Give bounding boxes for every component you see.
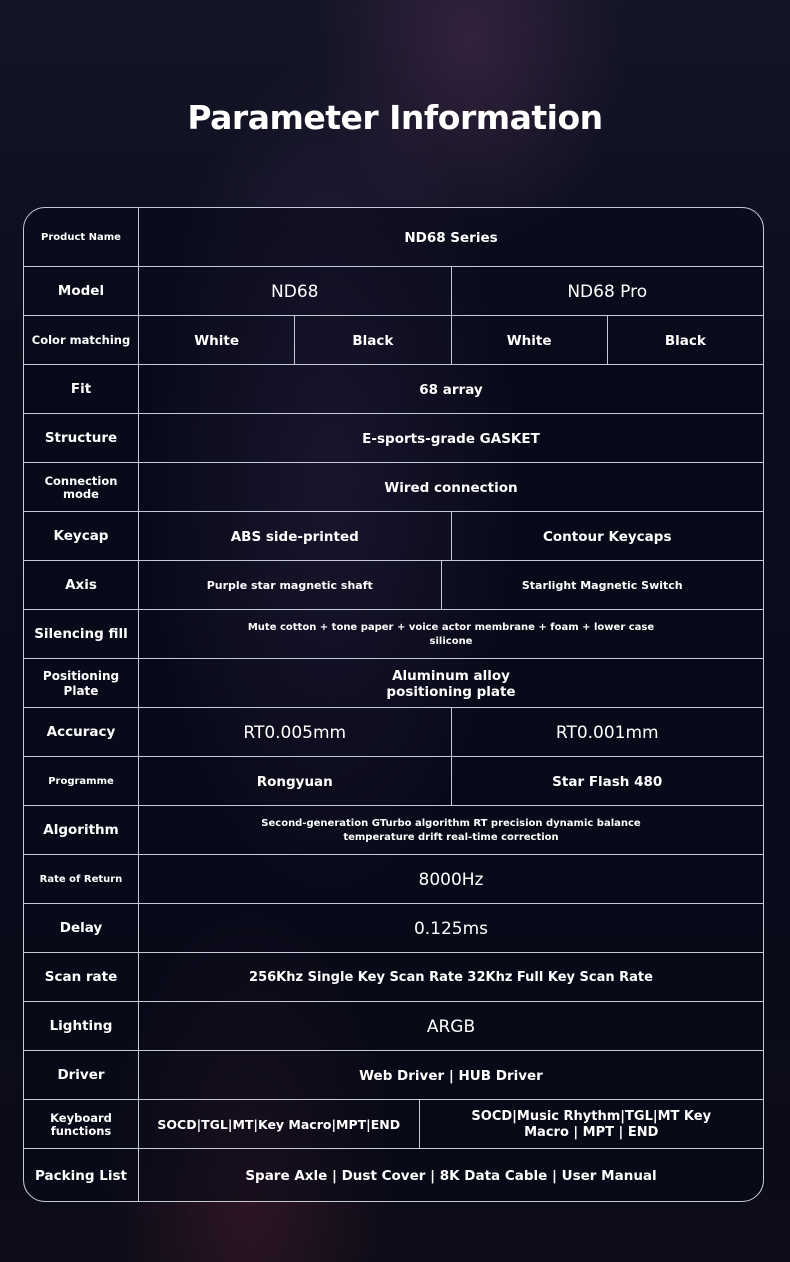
row-value: Wired connection	[384, 479, 518, 496]
row-value: 68 array	[419, 381, 483, 398]
table-row-accuracy	[24, 707, 763, 757]
row-value: White	[506, 332, 552, 349]
row-label: Keycap	[24, 512, 139, 561]
row-label: Fit	[24, 365, 139, 414]
table-row-fit	[24, 364, 763, 414]
table-row-color	[24, 315, 763, 365]
row-label: Axis	[24, 561, 139, 610]
row-label: Algorithm	[24, 806, 139, 855]
row-value: SOCD|TGL|MT|Key Macro|MPT|END	[157, 1116, 401, 1132]
page-title: Parameter Information	[187, 98, 603, 137]
row-label: Accuracy	[24, 708, 139, 757]
row-value: Rongyuan	[256, 773, 333, 790]
table-row-lighting	[24, 1001, 763, 1051]
row-value: RT0.005mm	[243, 722, 347, 743]
row-label: Structure	[24, 414, 139, 463]
row-value: ARGB	[426, 1016, 476, 1037]
row-label: Positioning Plate	[24, 659, 139, 708]
row-label: Connection mode	[24, 463, 139, 512]
row-value: ABS side-printed	[230, 528, 359, 545]
table-row-connection	[24, 462, 763, 512]
table-row-plate	[24, 658, 763, 708]
row-value: Black	[294, 316, 450, 365]
spec-table	[23, 207, 764, 1202]
row-value: RT0.001mm	[451, 708, 764, 757]
row-label: Packing List	[24, 1149, 139, 1202]
row-label: Silencing fill	[24, 610, 139, 659]
row-label: Keyboard functions	[24, 1100, 139, 1149]
row-value: E-sports-grade GASKET	[362, 430, 540, 447]
row-value: Star Flash 480	[451, 757, 764, 806]
table-row-programme	[24, 756, 763, 806]
row-label: Rate of Return	[24, 855, 139, 904]
row-value: Purple star magnetic shaft	[206, 578, 373, 592]
table-row-axis	[24, 560, 763, 610]
row-value: Contour Keycaps	[451, 512, 764, 561]
table-row-driver	[24, 1050, 763, 1100]
row-value: Black	[607, 316, 763, 365]
row-value: ND68	[271, 281, 319, 302]
row-label: Color matching	[24, 316, 139, 365]
row-value: White	[194, 332, 239, 349]
row-value: Mute cotton + tone paper + voice actor membrane + foam + lower case silicone	[247, 621, 655, 647]
row-value: 0.125ms	[413, 918, 489, 939]
row-label: Model	[24, 267, 139, 316]
table-row-scan-rate	[24, 952, 763, 1002]
table-row-silencing	[24, 609, 763, 659]
table-row-structure	[24, 413, 763, 463]
row-value: Spare Axle | Dust Cover | 8K Data Cable | User Manual	[245, 1168, 657, 1184]
row-label: Programme	[24, 757, 139, 806]
table-row-product-name	[24, 208, 763, 267]
row-value: ND68 Series	[404, 229, 498, 246]
row-label: Driver	[24, 1051, 139, 1100]
row-label: Delay	[24, 904, 139, 953]
row-value: SOCD|Music Rhythm|TGL|MT Key Macro | MPT | END	[419, 1100, 764, 1149]
row-value: 256Khz Single Key Scan Rate 32Khz Full Key Scan Rate	[249, 969, 653, 985]
row-value: Starlight Magnetic Switch	[441, 561, 764, 610]
table-row-algorithm	[24, 805, 763, 855]
row-value: Second-generation GTurbo algorithm RT precision dynamic balance temperature drift real-time correction	[261, 817, 641, 843]
table-row-packing	[24, 1148, 763, 1202]
table-row-functions	[24, 1099, 763, 1149]
row-value: Aluminum alloy positioning plate	[386, 667, 516, 700]
row-label: Lighting	[24, 1002, 139, 1051]
table-row-model	[24, 266, 763, 316]
row-value: 8000Hz	[418, 869, 484, 890]
table-row-rate	[24, 854, 763, 904]
table-row-keycap	[24, 511, 763, 561]
table-row-delay	[24, 903, 763, 953]
row-value: ND68 Pro	[451, 267, 764, 316]
row-value: Web Driver | HUB Driver	[359, 1067, 543, 1084]
row-label: Scan rate	[24, 953, 139, 1002]
row-label: Product Name	[24, 208, 139, 267]
